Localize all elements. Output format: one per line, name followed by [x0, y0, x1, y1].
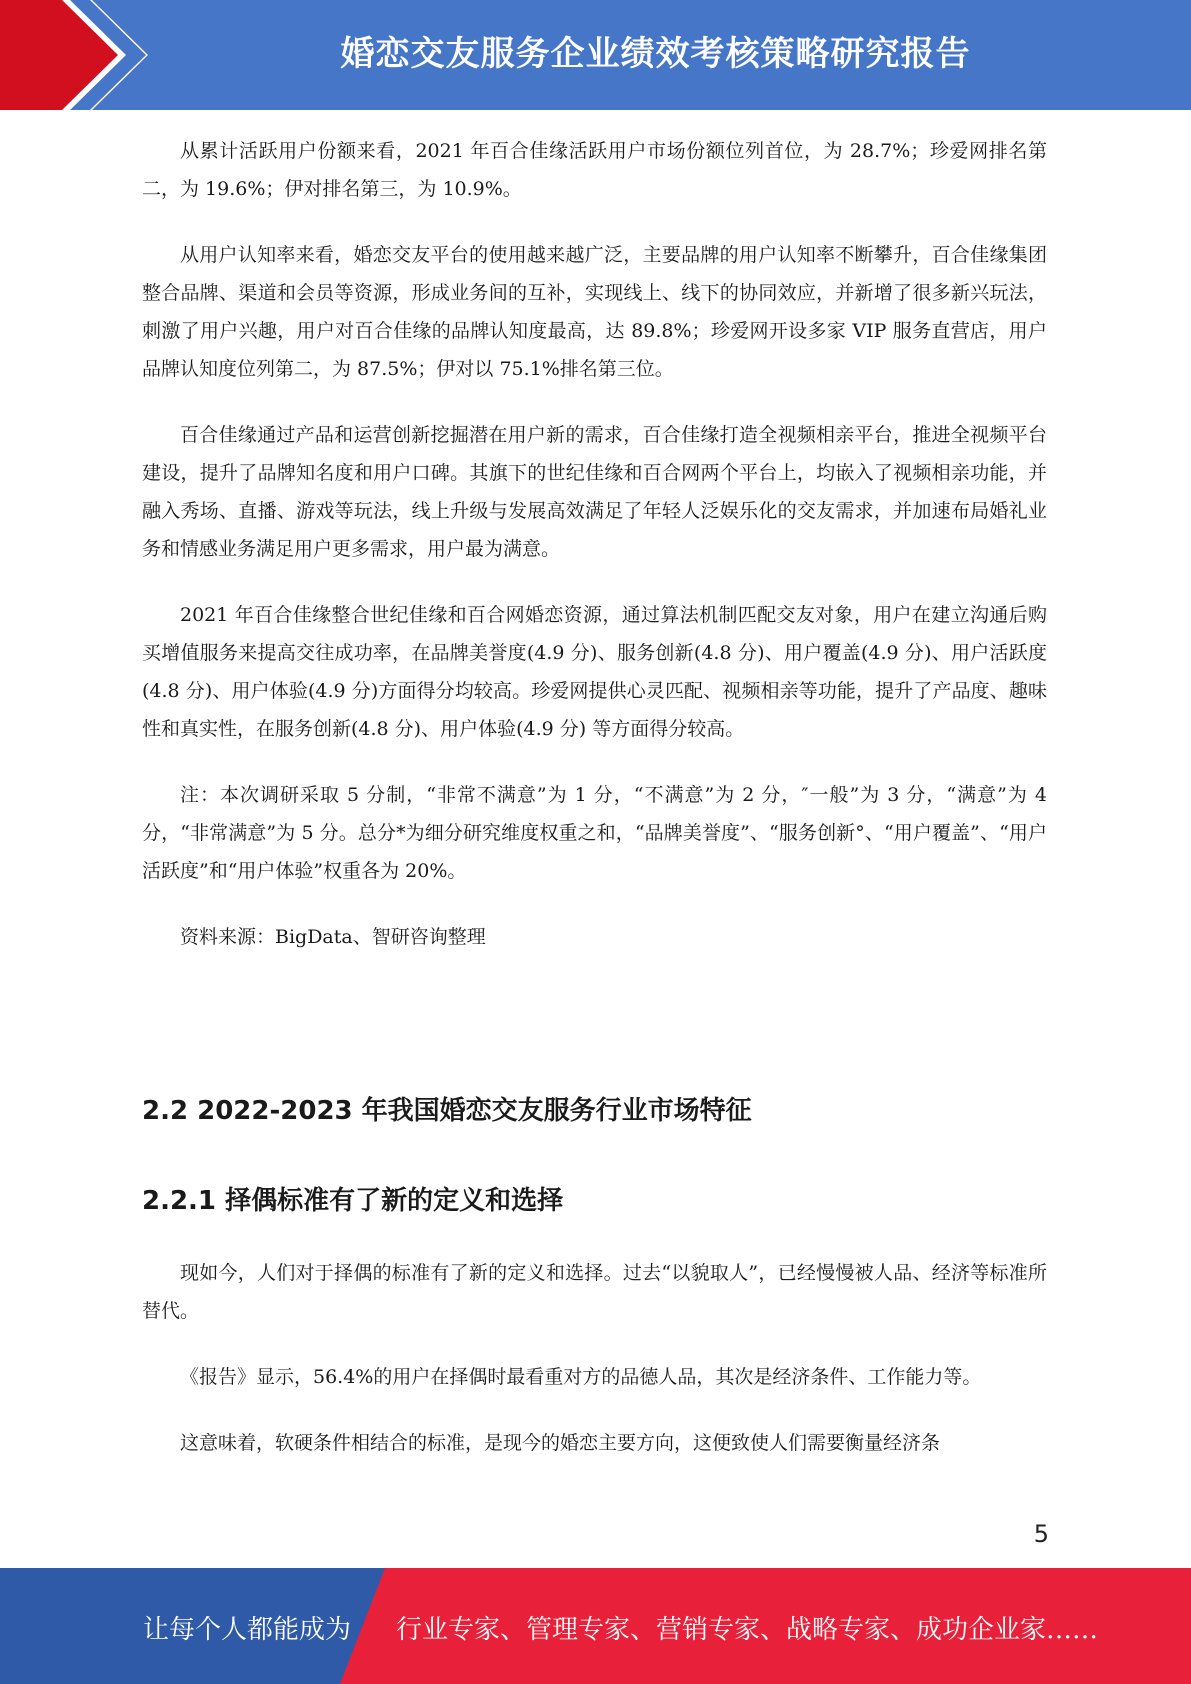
- body-content: [142, 132, 1047, 984]
- paragraph: 2021 年百合佳缘整合世纪佳缘和百合网婚恋资源，通过算法机制匹配交友对象，用户在建立沟通后购买增值服务来提高交往成功率，在品牌美誉度(4.9 分)、服务创新(4.8 分)、用户覆盖(4.9 分)、用户活跃度(4.8 分)、用户体验(4.9 分)方面得分均较高。珍爱网提供心灵匹配、视频相亲等功能，提升了产品度、趣味性和真实性，在服务创新(4.8 分)、用户体验(4.9 分) 等方面得分较高。: [142, 604, 1047, 740]
- paragraph: 《报告》显示，56.4%的用户在择偶时最看重对方的品德人品，其次是经济条件、工作能力等。: [180, 1366, 982, 1388]
- page-number: 5: [1033, 1520, 1049, 1548]
- section-heading: 2.2 2022-2023 年我国婚恋交友服务行业市场特征: [142, 1096, 752, 1126]
- source-note: 资料来源：BigData、智研咨询整理: [180, 926, 486, 948]
- subsection-heading: 2.2.1 择偶标准有了新的定义和选择: [142, 1186, 564, 1216]
- document-title: 婚恋交友服务企业绩效考核策略研究报告: [340, 34, 971, 74]
- section-body: [142, 1254, 1047, 1490]
- header-arrow-decoration: [0, 0, 160, 110]
- paragraph: 这意味着，软硬条件相结合的标准，是现今的婚恋主要方向，这便致使人们需要衡量经济条: [180, 1432, 941, 1454]
- paragraph: 现如今，人们对于择偶的标准有了新的定义和选择。过去“以貌取人”，已经慢慢被人品、经济等标准所替代。: [142, 1262, 1047, 1322]
- page-footer: [0, 1568, 1191, 1684]
- paragraph: 百合佳缘通过产品和运营创新挖掘潜在用户新的需求，百合佳缘打造全视频相亲平台，推进全视频平台建设，提升了品牌知名度和用户口碑。其旗下的世纪佳缘和百合网两个平台上，均嵌入了视频相亲功能，并融入秀场、直播、游戏等玩法，线上升级与发展高效满足了年轻人泛娱乐化的交友需求，并加速布局婚礼业务和情感业务满足用户更多需求，用户最为满意。: [142, 424, 1047, 560]
- footer-slogan-right: 行业专家、管理专家、营销专家、战略专家、成功企业家……: [396, 1615, 1099, 1645]
- note-paragraph: 注：本次调研采取 5 分制，“非常不满意”为 1 分，“不满意”为 2 分，″一般”为 3 分，“满意”为 4 分，“非常满意”为 5 分。总分*为细分研究维度权重之和，“品牌美誉度”、“服务创新°、“用户覆盖”、“用户活跃度”和“用户体验”权重各为 20%。: [142, 784, 1047, 882]
- paragraph: 从累计活跃用户份额来看，2021 年百合佳缘活跃用户市场份额位列首位，为 28.7%；珍爱网排名第二，为 19.6%；伊对排名第三，为 10.9%。: [142, 140, 1047, 200]
- paragraph: 从用户认知率来看，婚恋交友平台的使用越来越广泛，主要品牌的用户认知率不断攀升，百合佳缘集团整合品牌、渠道和会员等资源，形成业务间的互补，实现线上、线下的协同效应，并新增了很多新兴玩法，刺激了用户兴趣，用户对百合佳缘的品牌认知度最高，达 89.8%；珍爱网开设多家 VIP 服务直营店，用户品牌认知度位列第二，为 87.5%；伊对以 75.1%排名第三位。: [142, 244, 1047, 380]
- footer-slogan-left: 让每个人都能成为: [143, 1615, 352, 1645]
- page-header: [0, 0, 1191, 110]
